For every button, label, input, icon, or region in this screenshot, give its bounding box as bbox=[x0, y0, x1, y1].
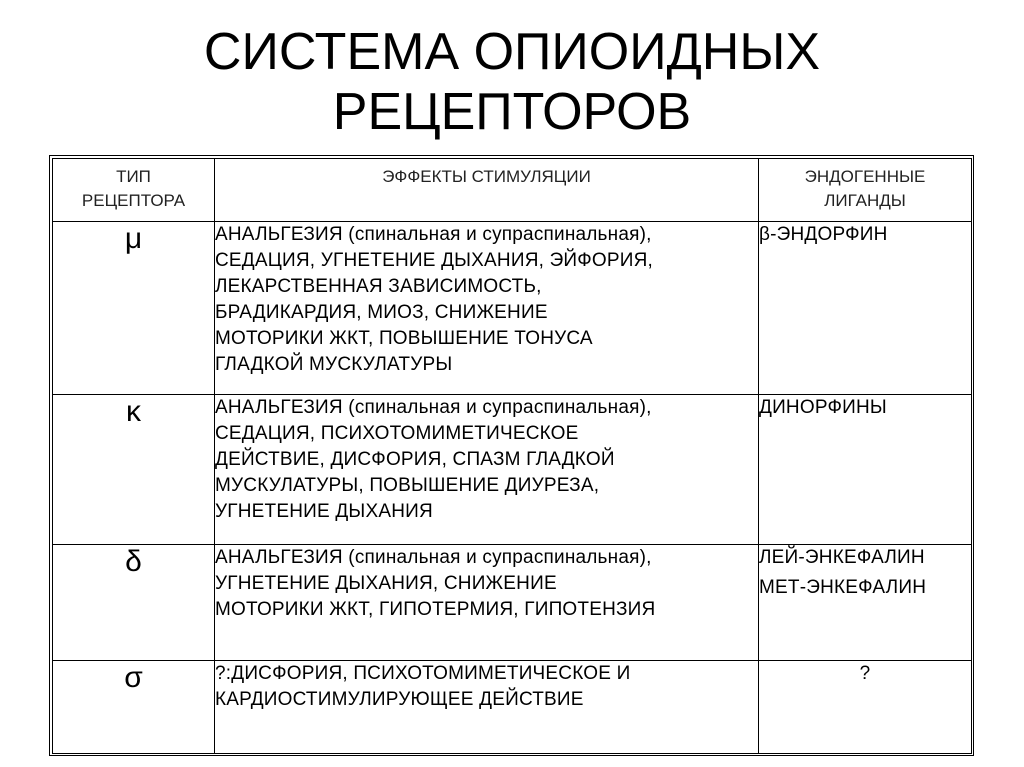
table-row-delta bbox=[53, 545, 972, 661]
ligand-line: ЛЕЙ-ЭНКЕФАЛИН bbox=[759, 547, 925, 568]
header-ligands-line1: ЭНДОГЕННЫЕ bbox=[804, 167, 926, 186]
effect-line: СЕДАЦИЯ, ПСИХОТОМИМЕТИЧЕСКОЕ bbox=[215, 423, 579, 444]
header-type-line1: ТИП bbox=[116, 167, 151, 186]
effects-cell-kappa bbox=[215, 395, 759, 545]
effect-line: ДЕЙСТВИЕ, ДИСФОРИЯ, СПАЗМ ГЛАДКОЙ bbox=[215, 449, 615, 470]
effect-line: ГЛАДКОЙ МУСКУЛАТУРЫ bbox=[215, 354, 453, 375]
effect-line: ?:ДИСФОРИЯ, ПСИХОТОМИМЕТИЧЕСКОЕ И bbox=[215, 663, 631, 684]
effect-line: АНАЛЬГЕЗИЯ (спинальная и супраспинальная), bbox=[215, 397, 652, 418]
effect-line: БРАДИКАРДИЯ, МИОЗ, СНИЖЕНИЕ bbox=[215, 302, 548, 323]
ligands-cell-mu bbox=[759, 222, 972, 395]
ligands-cell-delta bbox=[759, 545, 972, 661]
effects-cell-mu bbox=[215, 222, 759, 395]
table-row-kappa bbox=[53, 395, 972, 545]
effect-line: УГНЕТЕНИЕ ДЫХАНИЯ, СНИЖЕНИЕ bbox=[215, 573, 557, 594]
header-ligands-line2: ЛИГАНДЫ bbox=[824, 191, 906, 210]
effect-line: КАРДИОСТИМУЛИРУЮЩЕЕ ДЕЙСТВИЕ bbox=[215, 689, 584, 710]
header-receptor-type bbox=[53, 159, 215, 222]
effect-line: ЛЕКАРСТВЕННАЯ ЗАВИСИМОСТЬ, bbox=[215, 276, 542, 297]
receptor-symbol-sigma: σ bbox=[53, 661, 215, 754]
effects-cell-delta bbox=[215, 545, 759, 661]
receptor-table bbox=[52, 158, 972, 754]
effect-line: УГНЕТЕНИЕ ДЫХАНИЯ bbox=[215, 501, 433, 522]
receptor-symbol-delta: δ bbox=[53, 545, 215, 661]
header-ligands bbox=[759, 159, 972, 222]
effect-line: МОТОРИКИ ЖКТ, ПОВЫШЕНИЕ ТОНУСА bbox=[215, 328, 593, 349]
table-header-row bbox=[53, 159, 972, 222]
effect-line: МОТОРИКИ ЖКТ, ГИПОТЕРМИЯ, ГИПОТЕНЗИЯ bbox=[215, 599, 656, 620]
effect-line: АНАЛЬГЕЗИЯ (спинальная и супраспинальная), bbox=[215, 547, 652, 568]
ligand-line: ? bbox=[859, 663, 871, 684]
header-effects bbox=[215, 159, 759, 222]
title-line-1: СИСТЕМА ОПИОИДНЫХ bbox=[203, 23, 821, 81]
ligands-cell-sigma bbox=[759, 661, 972, 754]
page-title bbox=[0, 22, 1024, 142]
receptor-symbol-kappa: κ bbox=[53, 395, 215, 545]
header-effects-label: ЭФФЕКТЫ СТИМУЛЯЦИИ bbox=[382, 167, 591, 186]
ligand-line: ДИНОРФИНЫ bbox=[759, 397, 887, 418]
table-row-mu bbox=[53, 222, 972, 395]
effect-line: МУСКУЛАТУРЫ, ПОВЫШЕНИЕ ДИУРЕЗА, bbox=[215, 475, 600, 496]
ligands-cell-kappa bbox=[759, 395, 972, 545]
title-line-2: РЕЦЕПТОРОВ bbox=[332, 83, 692, 141]
header-type-line2: РЕЦЕПТОРА bbox=[81, 191, 186, 210]
receptor-table-frame bbox=[49, 155, 974, 756]
table-row-sigma bbox=[53, 661, 972, 754]
ligand-line: β-ЭНДОРФИН bbox=[759, 224, 888, 245]
ligand-line: МЕТ-ЭНКЕФАЛИН bbox=[759, 577, 927, 598]
effect-line: АНАЛЬГЕЗИЯ (спинальная и супраспинальная), bbox=[215, 224, 652, 245]
effect-line: СЕДАЦИЯ, УГНЕТЕНИЕ ДЫХАНИЯ, ЭЙФОРИЯ, bbox=[215, 250, 654, 271]
effects-cell-sigma bbox=[215, 661, 759, 754]
receptor-symbol-mu: μ bbox=[53, 222, 215, 395]
